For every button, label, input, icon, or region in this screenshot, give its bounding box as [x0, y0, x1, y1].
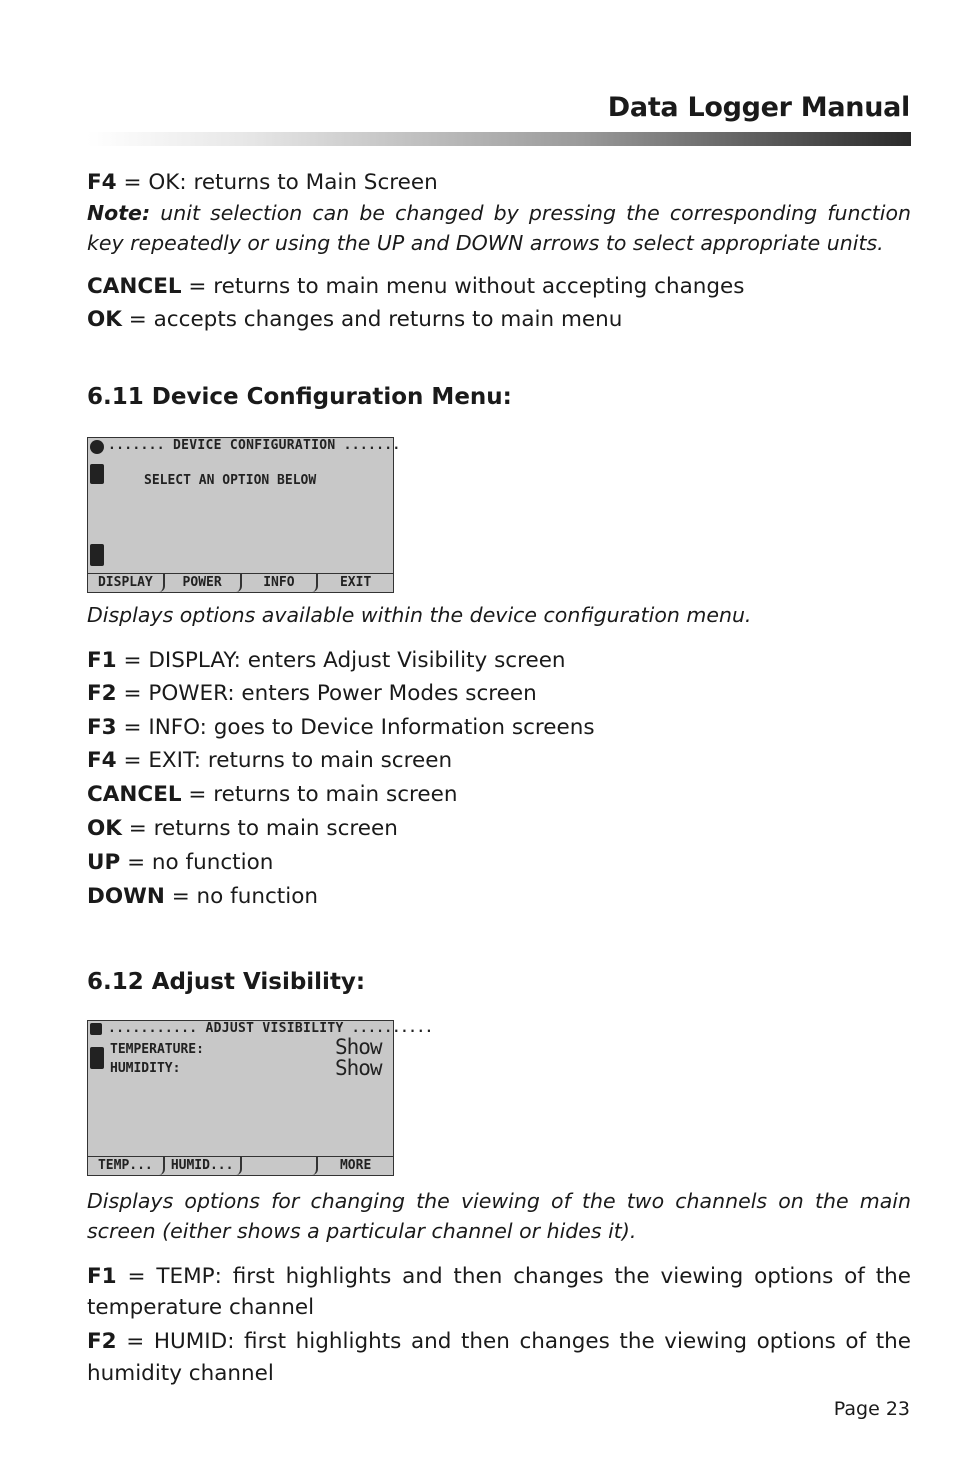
- screen-row-value: Show: [335, 1035, 382, 1059]
- key-description: = HUMID: first highlights and then changes the viewing options of the humidity channel: [87, 1329, 911, 1386]
- note-paragraph: [87, 198, 911, 258]
- key-description: = DISPLAY: enters Adjust Visibility screen: [123, 648, 566, 673]
- list-item: [87, 713, 911, 743]
- list-item: [87, 646, 911, 676]
- softkey-power: POWER: [165, 574, 242, 592]
- key-label: CANCEL: [87, 782, 182, 807]
- key-description: = returns to main screen: [188, 782, 458, 807]
- key-label: F2: [87, 1329, 117, 1354]
- device-configuration-screen-image: [87, 437, 401, 593]
- page-header-title: Data Logger Manual: [607, 92, 910, 123]
- section-heading-adjust-visibility: 6.12 Adjust Visibility:: [87, 969, 366, 995]
- key-description: = returns to main menu without accepting changes: [188, 274, 745, 299]
- running-figure-icon: [90, 1023, 102, 1035]
- cancel-line: [87, 272, 911, 302]
- ok-line: [87, 305, 911, 335]
- screen-row-label: HUMIDITY:: [110, 1061, 181, 1076]
- screen-row-label: TEMPERATURE:: [110, 1042, 204, 1057]
- softkey-display: DISPLAY: [88, 574, 165, 592]
- section-heading-device-configuration: 6.11 Device Configuration Menu:: [87, 384, 512, 410]
- f4-ok-line: [87, 168, 911, 198]
- key-label: F2: [87, 681, 117, 706]
- note-label: Note:: [87, 201, 151, 225]
- key-label: UP: [87, 850, 121, 875]
- list-item: [87, 1261, 911, 1323]
- figure-caption: Displays options available within the device configuration menu.: [87, 603, 752, 627]
- screen-prompt: SELECT AN OPTION BELOW: [144, 473, 317, 488]
- memory-card-icon: [90, 1047, 104, 1069]
- key-description: = accepts changes and returns to main menu: [128, 307, 623, 332]
- key-description: = no function: [171, 884, 318, 909]
- battery-icon: [90, 544, 104, 566]
- key-label: CANCEL: [87, 274, 182, 299]
- memory-card-icon: [90, 464, 104, 484]
- screen-softkeys: [88, 573, 393, 592]
- key-description: = POWER: enters Power Modes screen: [123, 681, 537, 706]
- key-description: = EXIT: returns to main screen: [123, 748, 453, 773]
- screen-row-value: Show: [335, 1056, 382, 1080]
- list-item: [87, 848, 911, 878]
- softkey-info: INFO: [242, 574, 319, 592]
- softkey-humid: HUMID...: [165, 1157, 242, 1175]
- adjust-visibility-screen-image: [87, 1020, 434, 1176]
- figure-caption: Displays options for changing the viewing of the two channels on the main screen (either shows a particular channel or hides it).: [87, 1189, 911, 1243]
- key-label: F1: [87, 1264, 117, 1289]
- key-description: = returns to main screen: [128, 816, 398, 841]
- screen-title: ....... DEVICE CONFIGURATION .......: [108, 438, 401, 453]
- key-label: DOWN: [87, 884, 165, 909]
- screen-title: ........... ADJUST VISIBILITY ..........: [108, 1021, 434, 1036]
- key-label: F4: [87, 748, 117, 773]
- key-label: F3: [87, 715, 117, 740]
- key-description: = no function: [127, 850, 274, 875]
- list-item: [87, 746, 911, 776]
- note-text: unit selection can be changed by pressing the corresponding function key repeatedly or using the UP and DOWN arrows to select appropriate units.: [87, 201, 911, 255]
- key-description: = OK: returns to Main Screen: [123, 170, 438, 195]
- softkey-temp: TEMP...: [88, 1157, 165, 1175]
- softkey-blank: [242, 1157, 319, 1175]
- key-label: OK: [87, 307, 122, 332]
- list-item: [87, 1326, 911, 1390]
- softkey-exit: EXIT: [339, 575, 372, 590]
- screen-softkeys: [88, 1156, 393, 1175]
- list-item: [87, 679, 911, 709]
- list-item: [87, 882, 911, 912]
- key-label: F4: [87, 170, 117, 195]
- list-item: [87, 780, 911, 810]
- key-description: = INFO: goes to Device Information screens: [123, 715, 595, 740]
- softkey-more: MORE: [339, 1158, 372, 1173]
- key-label: F1: [87, 648, 117, 673]
- list-item: [87, 814, 911, 844]
- key-description: = TEMP: first highlights and then changes the viewing options of the temperature channel: [87, 1264, 911, 1320]
- key-label: OK: [87, 816, 122, 841]
- minus-circle-icon: [90, 440, 104, 454]
- page-number: Page 23: [833, 1398, 910, 1420]
- header-gradient-bar: [87, 132, 911, 146]
